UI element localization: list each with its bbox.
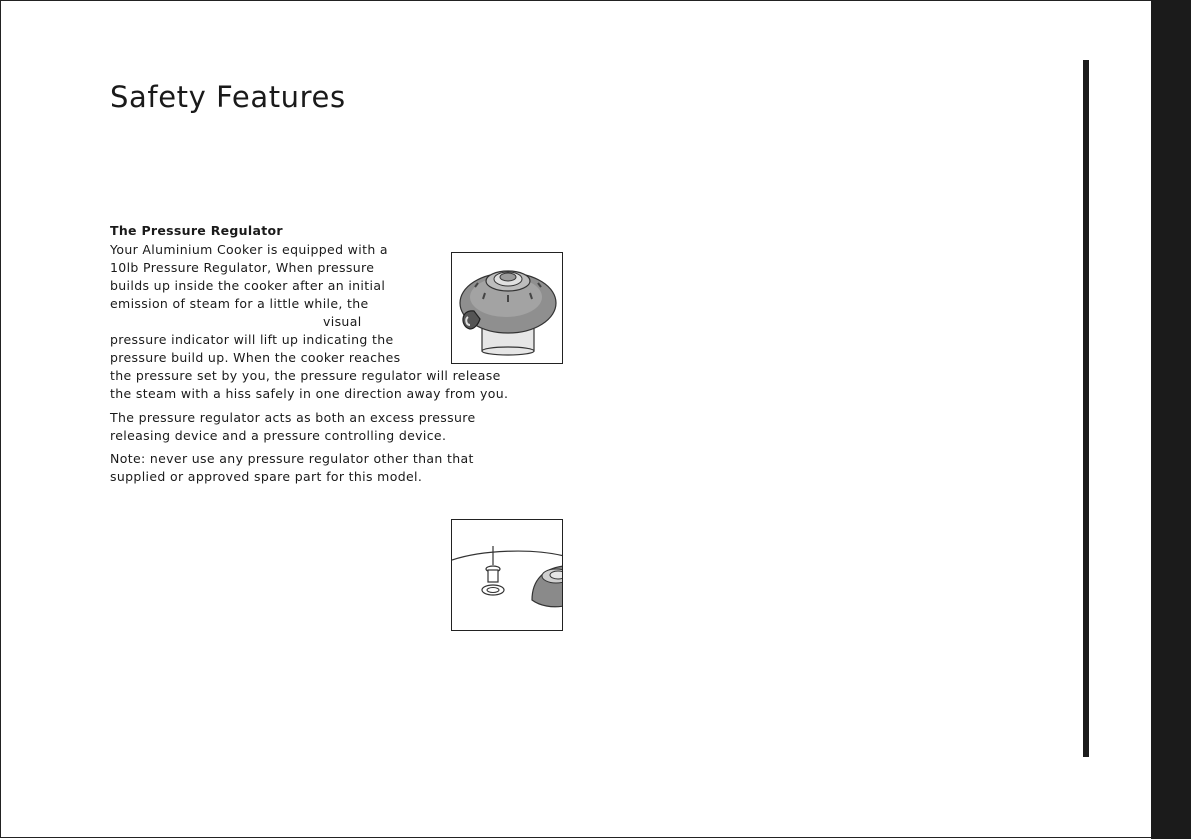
vertical-rule [1083,60,1089,757]
paragraph-line: The pressure regulator acts as both an excess pressure [110,410,476,425]
paragraph-pressure-regulator [110,241,508,403]
paragraph-line: pressure indicator will lift up indicating the [110,332,394,347]
paragraph-line: builds up inside the cooker after an initial [110,278,386,293]
paragraph-line: Note: never use any pressure regulator other than that [110,451,474,466]
paragraph-line: pressure build up. When the cooker reaches [110,350,401,365]
pressure-indicator-figure [451,519,563,631]
paragraph-line: visual [323,314,362,329]
paragraph-note [110,450,474,486]
paragraph-line: supplied or approved spare part for this model. [110,469,423,484]
pressure-indicator-illustration-icon [452,520,562,630]
paragraph-line: emission of steam for a little while, the [110,296,369,311]
pressure-regulator-figure [451,252,563,364]
section-heading: The Pressure Regulator [110,223,283,238]
page-title: Safety Features [110,80,346,114]
paragraph-line: releasing device and a pressure controlling device. [110,428,447,443]
paragraph-dual-function [110,409,476,445]
pressure-regulator-illustration-icon [452,253,562,363]
paragraph-line: 10lb Pressure Regulator, When pressure [110,260,375,275]
paragraph-line: the pressure set by you, the pressure regulator will release [110,368,501,383]
page-edge-band [1151,0,1191,839]
paragraph-line: Your Aluminium Cooker is equipped with a [110,242,388,257]
paragraph-line: the steam with a hiss safely in one direction away from you. [110,386,509,401]
